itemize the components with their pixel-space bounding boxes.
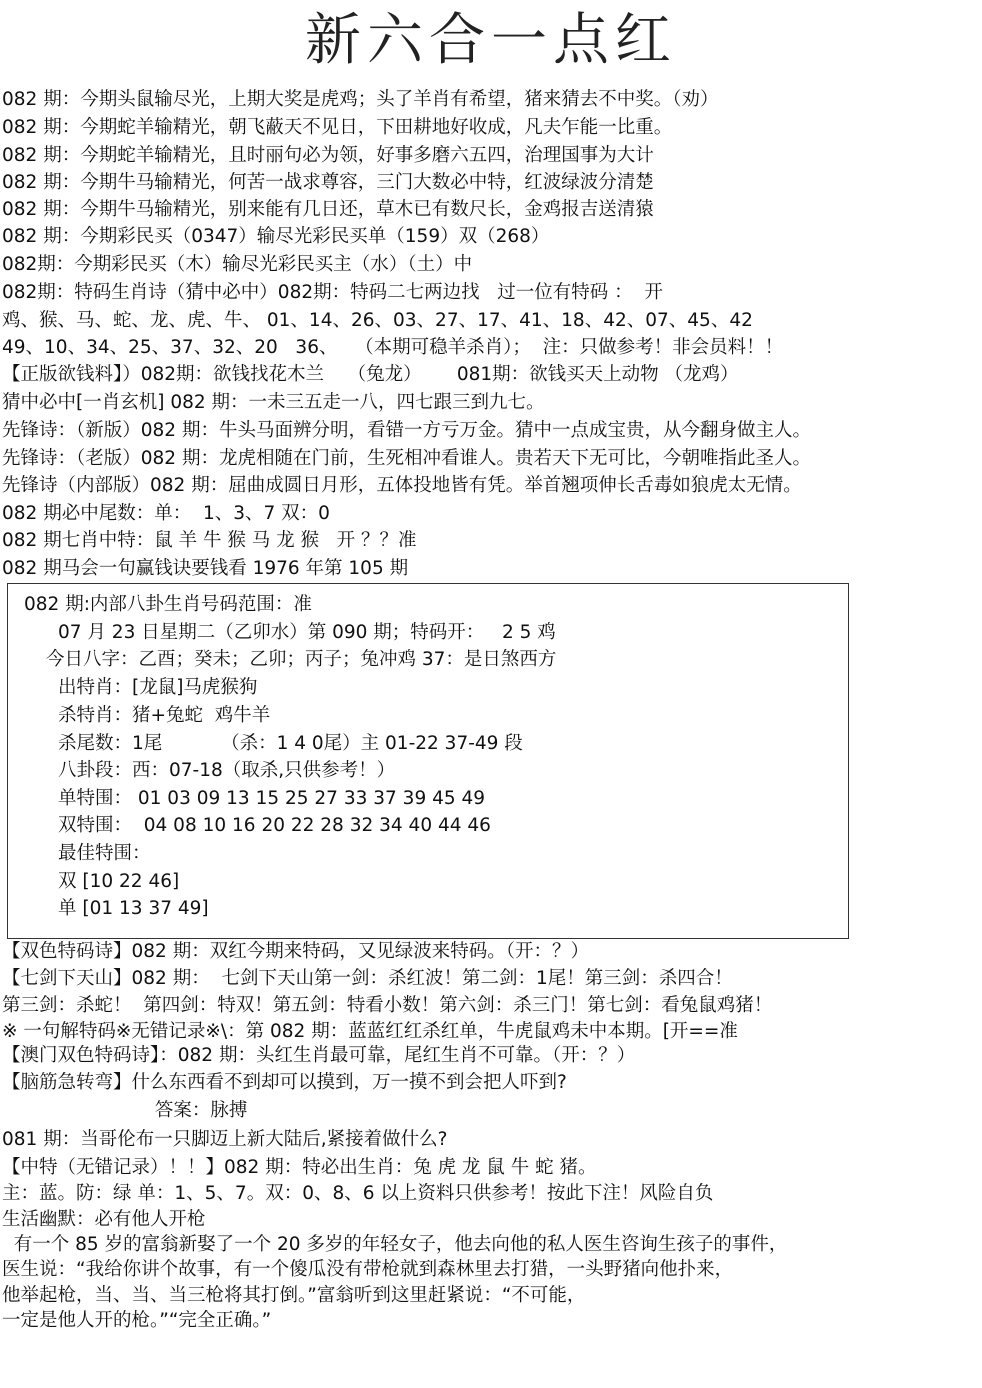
text-line: 082期：今期彩民买（木）输尽光彩民买主（水）（土）中 xyxy=(2,254,473,275)
text-line: 082 期：今期蛇羊输精光，朝飞蔽天不见日，下田耕地好收成，凡夫乍能一比重。 xyxy=(2,117,673,138)
text-line: 082 期：今期牛马输精光，别来能有几日还，草木已有数尺长，金鸡报吉送清猿 xyxy=(2,199,654,220)
box-line: 082 期:内部八卦生肖号码范围：准 xyxy=(24,594,312,615)
text-line: 082期：特码生肖诗（猜中必中）082期：特码二七两边找 过一位有特码 ： 开 xyxy=(2,282,663,303)
text-line: 【中特（无错记录）！！】082 期：特必出生肖：兔 虎 龙 鼠 牛 蛇 猪。 xyxy=(2,1157,597,1178)
text-line: 主：蓝。防：绿 单：1、5、7。双：0、8、6 以上资料只供参考！按此下注！风险自负 xyxy=(2,1183,714,1204)
box-line: 杀特肖：猪+兔蛇 鸡牛羊 xyxy=(58,705,271,726)
text-line: 082 期：今期牛马输精光，何苦一战求尊容，三门大数必中特，红波绿波分清楚 xyxy=(2,172,654,193)
text-line: 先锋诗：（老版）082 期：龙虎相随在门前，生死相冲看谁人。贵若天下无可比，今朝唯指此圣人。 xyxy=(2,448,811,469)
info-box xyxy=(7,583,849,939)
text-line: 先锋诗：（新版）082 期：牛头马面辨分明，看错一方亏万金。猜中一点成宝贵，从今翻身做主人。 xyxy=(2,420,811,441)
box-line: 杀尾数：1尾 （杀：1 4 0尾）主 01-22 37-49 段 xyxy=(58,733,523,754)
text-line: 鸡、猴、马、蛇、龙、虎、牛、 01、14、26、03、27、17、41、18、42、07、45、42 xyxy=(2,310,753,331)
text-line: 猜中必中[一肖玄机] 082 期：一未三五走一八，四七跟三到九七。 xyxy=(2,392,545,413)
box-line: 出特肖：[龙鼠]马虎猴狗 xyxy=(58,677,258,698)
text-line: 【正版欲钱料】）082期：欲钱找花木兰 （兔龙） 081期：欲钱买天上动物 （龙鸡） xyxy=(2,364,739,385)
text-line: 答案：脉搏 xyxy=(2,1100,248,1121)
box-line: 最佳特围： xyxy=(58,843,151,864)
text-line: 082 期必中尾数：单： 1、3、7 双：0 xyxy=(2,503,330,524)
text-line: 082 期七肖中特：鼠 羊 牛 猴 马 龙 猴 开 ？？准 xyxy=(2,530,417,551)
text-line: 有一个 85 岁的富翁新娶了一个 20 多岁的年轻女子，他去向他的私人医生咨询生孩子的事件， xyxy=(2,1234,788,1255)
text-line: 082 期：今期彩民买（0347）输尽光彩民买单（159）双（268） xyxy=(2,226,550,247)
box-line: 双 [10 22 46] xyxy=(58,871,180,892)
text-line: 他举起枪，当、当、当三枪将其打倒。”富翁听到这里赶紧说：“不可能， xyxy=(2,1285,586,1306)
page-title: 新六合一点红 xyxy=(305,8,677,73)
box-line: 07 月 23 日星期二（乙卯水）第 090 期；特码开： 2 5 鸡 xyxy=(58,622,556,643)
box-line: 单 [01 13 37 49] xyxy=(58,898,209,919)
text-line: 【七剑下天山】082 期： 七剑下天山第一剑：杀红波！第二剑：1尾！第三剑：杀四合！ xyxy=(2,968,733,989)
text-line: 082 期：今期蛇羊输精光，且时丽句必为领，好事多磨六五四，治理国事为大计 xyxy=(2,145,654,166)
box-line: 单特围： 01 03 09 13 15 25 27 33 37 39 45 49 xyxy=(58,788,486,809)
text-line: ※ 一句解特码※无错记录※\：第 082 期：蓝蓝红红杀红单，牛虎鼠鸡未中本期。[开==准 xyxy=(2,1021,738,1042)
box-line: 双特围： 04 08 10 16 20 22 28 32 34 40 44 46 xyxy=(58,815,491,836)
text-line: 一定是他人开的枪。”“完全正确。” xyxy=(2,1310,272,1331)
box-line: 今日八字：乙酉；癸未；乙卯；丙子；兔冲鸡 37：是日煞西方 xyxy=(46,649,557,670)
text-line: 082 期马会一句赢钱诀要钱看 1976 年第 105 期 xyxy=(2,558,409,579)
text-line: 081 期：当哥伦布一只脚迈上新大陆后,紧接着做什么? xyxy=(2,1129,448,1150)
text-line: 生活幽默：必有他人开枪 xyxy=(2,1209,206,1230)
text-line: 082 期：今期头鼠输尽光，上期大奖是虎鸡；头了羊肖有希望，猪来猜去不中奖。（劝） xyxy=(2,89,719,110)
text-line: 【脑筋急转弯】什么东西看不到却可以摸到，万一摸不到会把人吓到? xyxy=(2,1072,567,1093)
text-line: 【澳门双色特码诗】：082 期：头红生肖最可靠，尾红生肖不可靠。（开：？） xyxy=(2,1045,636,1066)
text-line: 先锋诗（内部版）082 期：屈曲成圆日月形，五体投地皆有凭。举首翘项伸长舌毒如狼虎太无情。 xyxy=(2,475,802,496)
text-line: 第三剑：杀蛇！ 第四剑：特双！第五剑：特看小数！第六剑：杀三门！第七剑：看兔鼠鸡猪！ xyxy=(2,995,773,1016)
text-line: 49、10、34、25、37、32、20 36、 （本期可稳羊杀肖）； 注：只做参考！非会员料！！ xyxy=(2,337,784,358)
text-line: 【双色特码诗】082 期：双红今期来特码，又见绿波来特码。（开：？） xyxy=(2,941,589,962)
box-line: 八卦段：西：07-18（取杀,只供参考！） xyxy=(58,760,396,781)
text-line: 医生说：“我给你讲个故事，有一个傻瓜没有带枪就到森林里去打猎，一头野猪向他扑来， xyxy=(2,1259,734,1280)
